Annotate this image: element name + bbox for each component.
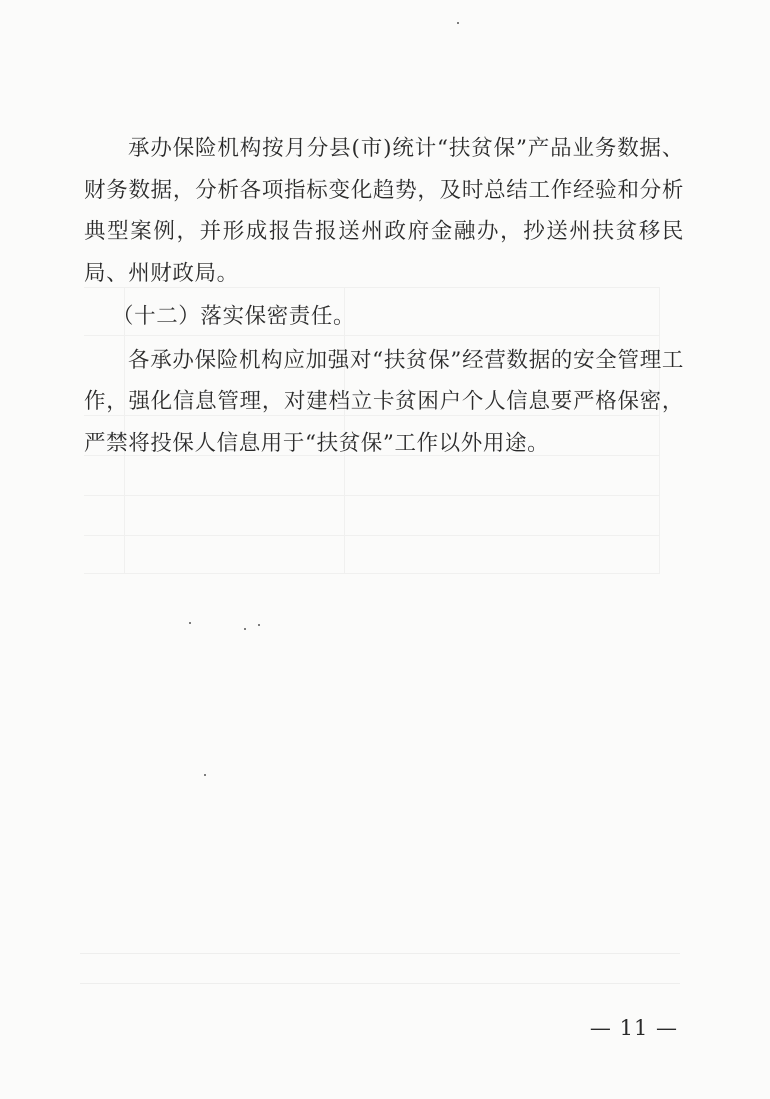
bleed-through-footer [80,925,680,985]
scan-speck [244,628,246,630]
paragraph-statistics-reporting: 承办保险机构按月分县(市)统计“扶贫保”产品业务数据、财务数据，分析各项指标变化趋势，及时总结工作经验和分析典型案例，并形成报告报送州政府金融办，抄送州扶贫移民局、州财政局。 [84,136,684,286]
scan-speck [258,624,260,626]
paragraph-data-security: 各承办保险机构应加强对“扶贫保”经营数据的安全管理工作，强化信息管理，对建档立卡贫困户个人信息要严格保密，严禁将投保人信息用于“扶贫保”工作以外用途。 [84,347,684,456]
scan-speck [189,622,191,624]
body-text [84,128,684,464]
scan-speck [457,22,459,24]
section-heading-confidentiality: （十二）落实保密责任。 [112,304,356,329]
page-number: — 11 — [589,1016,678,1040]
scan-speck [204,774,206,776]
